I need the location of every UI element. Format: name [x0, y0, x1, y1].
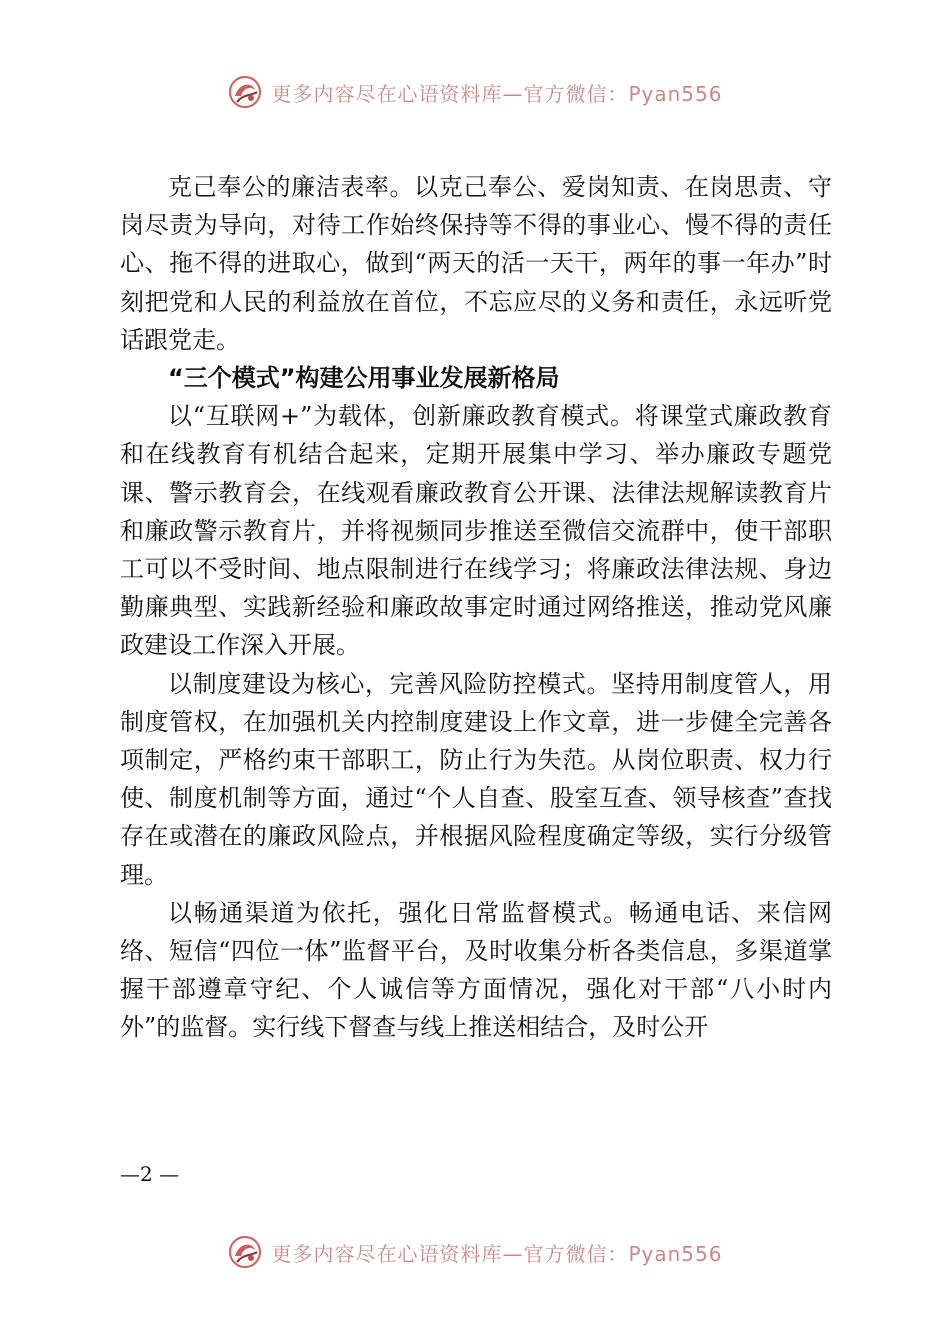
page-number: —2 —	[120, 1162, 180, 1186]
header-watermark	[0, 72, 950, 112]
paragraph-internet-education: 以“互联网+”为载体，创新廉政教育模式。将课堂式廉政教育和在线教育有机结合起来，定期开展集中学习、举办廉政专题党课、警示教育会，在线观看廉政教育公开课、法律法规解读教育片和廉政警示教育片，并将视频同步推送至微信交流群中，使干部职工可以不受时间、地点限制进行在线学习；将廉政法律法规、身边勤廉典型、实践新经验和廉政故事定时通过网络推送，推动党风廉政建设工作深入开展。	[120, 402, 832, 660]
paragraph-continuation: 克己奉公的廉洁表率。以克己奉公、爱岗知责、在岗思责、守岗尽责为导向，对待工作始终保持等不得的事业心、慢不得的责任心、拖不得的进取心，做到“两天的活一天干，两年的事一年办”时刻把党和人民的利益放在首位，不忘应尽的义务和责任，永远听党话跟党走。	[120, 173, 832, 354]
watermark-text: 更多内容尽在心语资料库—官方微信：Pyan556	[271, 1241, 723, 1266]
footer-watermark	[0, 1232, 950, 1272]
document-body	[120, 168, 832, 1047]
red-swirl-logo-icon	[227, 1234, 263, 1270]
paragraph-supervision: 以畅通渠道为依托，强化日常监督模式。畅通电话、来信网络、短信“四位一体”监督平台，及时收集分析各类信息，多渠道掌握干部遵章守纪、个人诚信等方面情况，强化对干部“八小时内外”的监督。实行线下督查与线上推送相结合，及时公开	[120, 898, 832, 1042]
section-heading: “三个模式”构建公用事业发展新格局	[168, 364, 560, 393]
paragraph-risk-control: 以制度建设为核心，完善风险防控模式。坚持用制度管人，用制度管权，在加强机关内控制度建设上作文章，进一步健全完善各项制定，严格约束干部职工，防止行为失范。从岗位职责、权力行使、制度机制等方面，通过“个人自查、股室互查、领导核查”查找存在或潜在的廉政风险点，并根据风险程度确定等级，实行分级管理。	[120, 669, 832, 889]
red-swirl-logo-icon	[227, 74, 263, 110]
watermark-text: 更多内容尽在心语资料库—官方微信：Pyan556	[271, 81, 723, 106]
